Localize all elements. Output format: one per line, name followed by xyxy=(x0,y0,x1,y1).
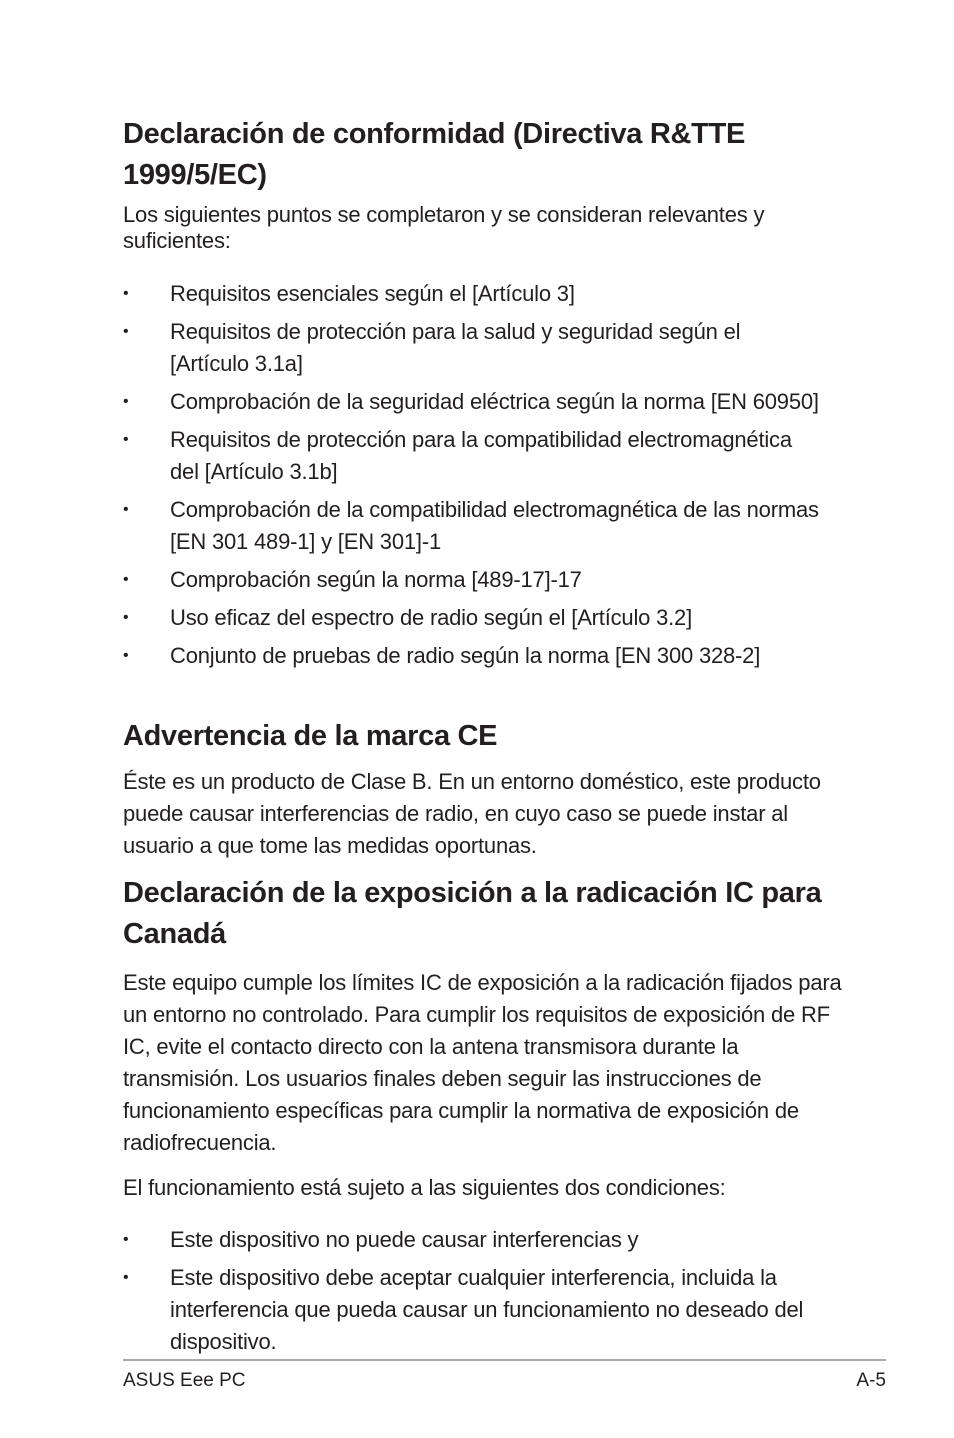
list-item: • Comprobación según la norma [489-17]-17 xyxy=(123,564,823,596)
bullet-icon: • xyxy=(123,285,129,302)
bullet-icon: • xyxy=(123,1269,129,1286)
bullet-icon: • xyxy=(123,609,129,626)
requirements-list xyxy=(123,278,823,678)
bullet-icon: • xyxy=(123,323,129,340)
section-title-ic-exposure: Declaración de la exposición a la radicación IC para Canadá xyxy=(123,877,822,950)
conditions-intro: El funcionamiento está sujeto a las siguientes dos condiciones: xyxy=(123,1175,726,1200)
list-item: • Requisitos de protección para la salud y seguridad según el [Artículo 3.1a] xyxy=(123,316,823,380)
bullet-icon: • xyxy=(123,431,129,448)
list-item: • Conjunto de pruebas de radio según la norma [EN 300 328-2] xyxy=(123,640,823,672)
bullet-icon: • xyxy=(123,1231,129,1248)
list-item: • Este dispositivo debe aceptar cualquier interferencia, incluida la interferencia que pueda causar un funcionamiento no deseado del dispositivo. xyxy=(123,1262,833,1358)
page-number: A-5 xyxy=(856,1370,886,1391)
section-title-rtte-declaration: Declaración de conformidad (Directiva R&TTE 1999/5/EC) xyxy=(123,118,746,191)
list-item: • Uso eficaz del espectro de radio según el [Artículo 3.2] xyxy=(123,602,823,634)
list-item: • Comprobación de la seguridad eléctrica según la norma [EN 60950] xyxy=(123,386,823,418)
footer-product-name: ASUS Eee PC xyxy=(123,1370,246,1391)
bullet-icon: • xyxy=(123,647,129,664)
footer-divider xyxy=(123,1359,886,1361)
list-item: • Requisitos esenciales según el [Artículo 3] xyxy=(123,278,823,310)
document-page xyxy=(123,0,886,1438)
section-title-ce-warning: Advertencia de la marca CE xyxy=(123,720,498,752)
list-item: • Comprobación de la compatibilidad electromagnética de las normas [EN 301 489-1] y [EN 301]-1 xyxy=(123,494,823,558)
section-body: Este equipo cumple los límites IC de exposición a la radicación fijados para un entorno no controlado. Para cumplir los requisitos de exposición de RF IC, evite el contacto directo con la antena transmisora durante la transmisión. Los usuarios finales deben seguir las instrucciones de funcionamiento específicas para cumplir la normativa de exposición de radiofrecuencia. xyxy=(123,970,842,1155)
list-item: • Este dispositivo no puede causar interferencias y xyxy=(123,1224,833,1256)
section-intro: Los siguientes puntos se completaron y se consideran relevantes y suficientes: xyxy=(123,202,765,253)
bullet-icon: • xyxy=(123,393,129,410)
bullet-icon: • xyxy=(123,501,129,518)
bullet-icon: • xyxy=(123,571,129,588)
section-body: Éste es un producto de Clase B. En un entorno doméstico, este producto puede causar interferencias de radio, en cuyo caso se puede instar al usuario a que tome las medidas oportunas. xyxy=(123,769,821,858)
list-item: • Requisitos de protección para la compatibilidad electromagnética del [Artículo 3.1b] xyxy=(123,424,823,488)
conditions-list xyxy=(123,1224,833,1364)
